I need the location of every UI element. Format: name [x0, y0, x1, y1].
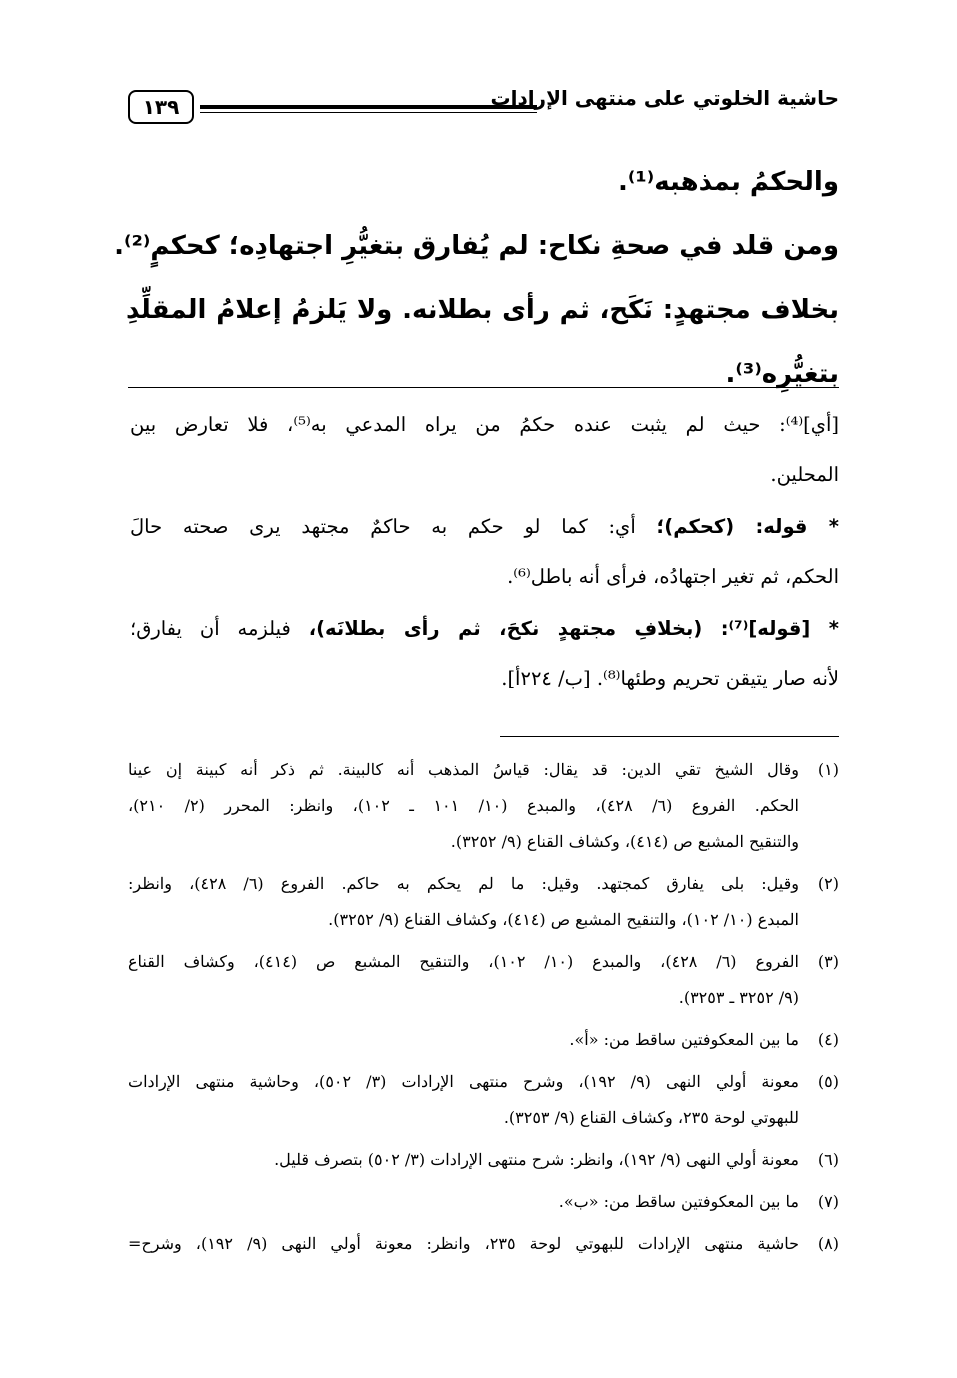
- footnote-line: الفروع (٦/ ٤٢٨)، والمبدع (١٠/ ١٠٢)، والتنقيح المشبع ص (٤١٤)، وكشاف القناع: [128, 952, 799, 971]
- footnote-separator: [500, 736, 839, 737]
- footnote-2: [128, 866, 839, 938]
- main-line-4: بتغيُّرِه⁽³⁾.: [725, 359, 839, 389]
- commentary-p3-line1: [130, 604, 839, 654]
- footnote-line: ما بين المعكوفتين ساقط من: «ب».: [558, 1192, 799, 1211]
- commentary-p3-line1-rest: فيلزمه أن يفارق؛: [130, 617, 309, 640]
- footnote-line: والتنقيح المشبع ص (٤١٤)، وكشاف القناع (٩/ ٣٢٥٢).: [450, 832, 799, 851]
- footnote-number: (٣): [817, 952, 839, 971]
- header-rule-thin: [200, 112, 537, 113]
- footnotes: [128, 752, 839, 1268]
- footnote-line: معونة أولي النهى (٩/ ١٩٢)، وشرح منتهى الإرادات (٣/ ٥٠٢)، وحاشية منتهى الإرادات: [128, 1072, 800, 1091]
- page-number: ١٣٩: [128, 90, 194, 124]
- footnote-number: (٥): [817, 1072, 839, 1091]
- main-line-2: ومن قلد في صحةِ نكاح: لم يُفارق بتغيُّرِ اجتهادِه؛ كحكمٍ⁽²⁾.: [114, 231, 839, 261]
- footnote-number: (٢): [817, 874, 839, 893]
- commentary-p3-lead: * [قوله]⁽⁷⁾: (بخلافِ مجتهدٍ نكحَ، ثم رأى بطلانَه)،: [308, 617, 839, 640]
- footnote-line: وقيل: بلى يفارق كمجتهد. وقيل: ما لم يحكم به حاكم. الفروع (٦/ ٤٢٨)، وانظر:: [128, 874, 799, 893]
- main-text: [114, 150, 839, 406]
- footnote-number: (٦): [817, 1150, 839, 1169]
- header-rule: [200, 105, 537, 109]
- footnote-number: (٤): [817, 1030, 839, 1049]
- main-line-1: والحكمُ بمذهبه⁽¹⁾.: [617, 167, 839, 197]
- running-header: [128, 82, 839, 122]
- commentary-p2-line2: الحكم، ثم تغير اجتهادُه، فرأى أنه باطل⁽⁶⁾.: [507, 565, 839, 588]
- footnote-7: [128, 1184, 839, 1220]
- footnote-number: (١): [817, 760, 839, 779]
- commentary-p2-line1: [130, 502, 839, 552]
- footnote-number: (٨): [817, 1234, 839, 1253]
- footnote-8: [128, 1226, 839, 1262]
- footnote-line: المبدع (١٠/ ١٠٢)، والتنقيح المشبع ص (٤١٤)، وكشاف القناع (٩/ ٣٢٥٢).: [328, 910, 799, 929]
- footnote-number: (٧): [817, 1192, 839, 1211]
- commentary-p3-line2: لأنه صار يتيقن تحريم وطئها⁽⁸⁾. [ب/ ٢٢٤أ].: [501, 667, 839, 690]
- footnote-4: [128, 1022, 839, 1058]
- footnote-1: [128, 752, 839, 860]
- footnote-3: [128, 944, 839, 1016]
- commentary-p2-line1-rest: أي: كما لو حكم به حاكمٌ مجتهد يرى صحته حالَ: [130, 515, 657, 538]
- commentary-p2-lead: * قوله: (كحكم)؛: [656, 515, 839, 538]
- footnote-line: (٩/ ٣٢٥٢ ـ ٣٢٥٣).: [678, 988, 799, 1007]
- footnote-6: [128, 1142, 839, 1178]
- commentary-p1-line2: المحلين.: [770, 463, 839, 486]
- footnote-line: حاشية منتهى الإرادات للبهوتي لوحة ٢٣٥، وانظر: معونة أولي النهى (٩/ ١٩٢)، وشرح=: [128, 1234, 800, 1253]
- footnote-line: ما بين المعكوفتين ساقط من: «أ».: [569, 1030, 799, 1049]
- main-separator: [128, 387, 839, 388]
- main-line-3: بخلاف مجتهدٍ: نَكَح، ثم رأى بطلانه. ولا يَلزمُ إعلامُ المقلِّدِ: [126, 295, 839, 325]
- footnote-line: للبهوتي لوحة ٢٣٥، وكشاف القناع (٩/ ٣٢٥٣).: [503, 1108, 799, 1127]
- header-title: حاشية الخلوتي على منتهى الإرادات: [490, 86, 839, 110]
- footnote-5: [128, 1064, 839, 1136]
- commentary: [130, 400, 839, 704]
- footnote-line: الحكم. الفروع (٦/ ٤٢٨)، والمبدع (١٠/ ١٠١ ـ ١٠٢)، وانظر: المحرر (٢/ ٢١٠)،: [128, 796, 799, 815]
- footnote-line: معونة أولي النهى (٩/ ١٩٢)، وانظر: شرح منتهى الإرادات (٣/ ٥٠٢) بتصرف قليل.: [274, 1150, 799, 1169]
- commentary-p1-line1: [أي]⁽⁴⁾: حيث لم يثبت عنده حكمُ من يراه المدعي به⁽⁵⁾، فلا تعارض بين: [130, 413, 839, 436]
- footnote-line: وقال الشيخ تقي الدين: قد يقال: قياسُ المذهب أنه كالبينة. ثم ذكر أنه كبينة إن عينا: [128, 760, 799, 779]
